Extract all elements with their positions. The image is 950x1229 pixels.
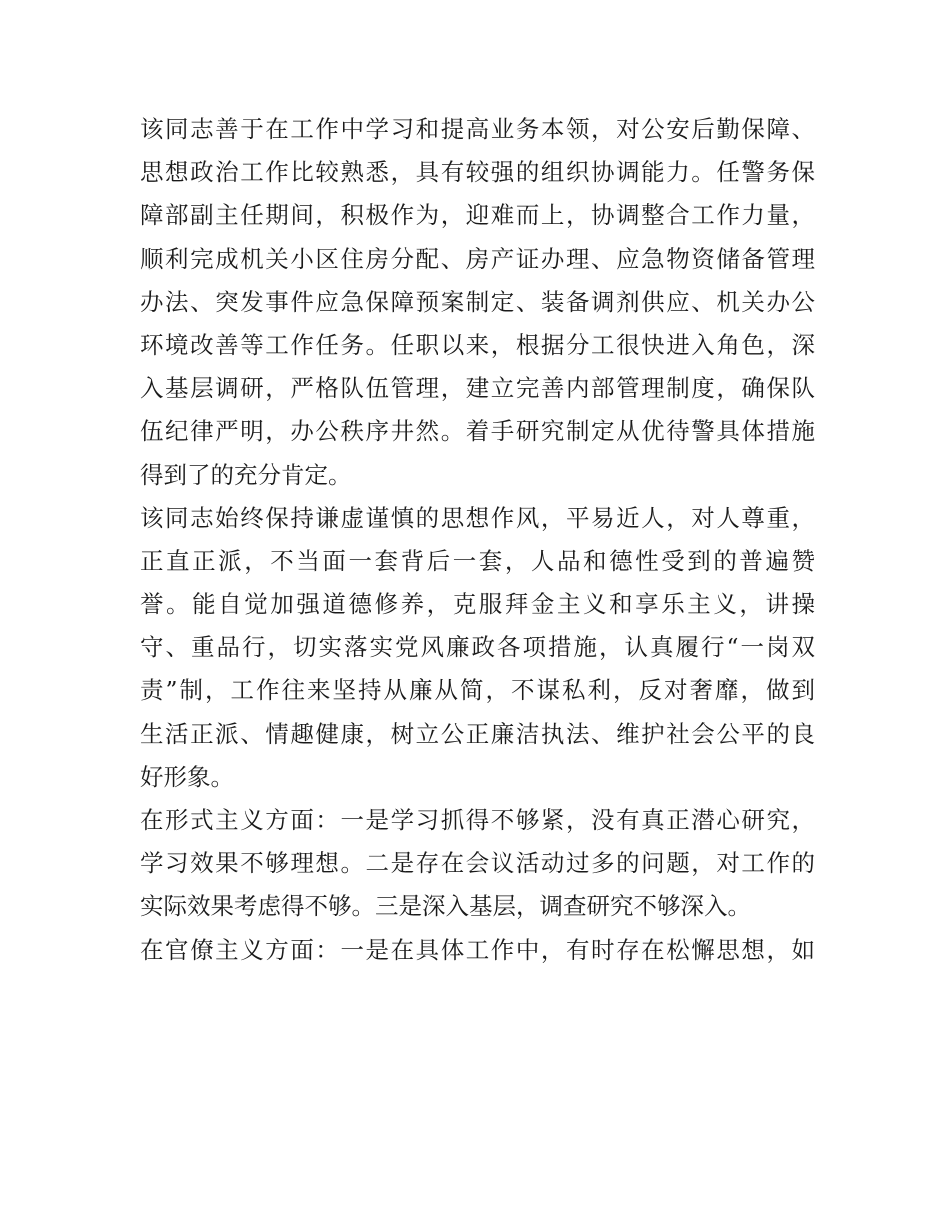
text-line: 环境改善等工作任务。任职以来，根据分工很快进入角色，深: [140, 330, 815, 359]
text-line: 顺利完成机关小区住房分配、房产证办理、应急物资储备管理: [140, 244, 815, 273]
paragraph-3: [140, 799, 815, 929]
text-line: 守、重品行，切实落实党风廉政各项措施，认真履行“一岗双: [140, 633, 815, 662]
document-body: [140, 108, 815, 972]
text-line: 生活正派、情趣健康，树立公正廉洁执法、维护社会公平的良: [140, 719, 815, 748]
text-line: 实际效果考虑得不够。三是深入基层，调查研究不够深入。: [140, 892, 751, 921]
text-line: 思想政治工作比较熟悉，具有较强的组织协调能力。任警务保: [140, 158, 815, 187]
text-line: 在官僚主义方面：一是在具体工作中，有时存在松懈思想，如: [140, 935, 815, 964]
text-line: 入基层调研，严格队伍管理，建立完善内部管理制度，确保队: [140, 374, 815, 403]
text-line: 得到了的充分肯定。: [140, 460, 352, 489]
text-line: 办法、突发事件应急保障预案制定、装备调剂供应、机关办公: [140, 287, 815, 316]
paragraph-1: [140, 108, 815, 497]
paragraph-4: [140, 929, 815, 972]
text-line: 伍纪律严明，办公秩序井然。着手研究制定从优待警具体措施: [140, 417, 815, 446]
text-line: 好形象。: [140, 762, 234, 791]
text-line: 誉。能自觉加强道德修养，克服拜金主义和享乐主义，讲操: [140, 590, 815, 619]
text-line: 正直正派，不当面一套背后一套，人品和德性受到的普遍赞: [140, 546, 815, 575]
text-line: 该同志善于在工作中学习和提高业务本领，对公安后勤保障、: [140, 115, 815, 143]
text-line: 责”制，工作往来坚持从廉从简，不谋私利，反对奢靡，做到: [140, 676, 815, 705]
text-line: 学习效果不够理想。二是存在会议活动过多的问题，对工作的: [140, 849, 815, 878]
text-line: 在形式主义方面：一是学习抓得不够紧，没有真正潜心研究，: [140, 806, 815, 834]
paragraph-2: [140, 497, 815, 799]
text-line: 障部副主任期间，积极作为，迎难而上，协调整合工作力量，: [140, 201, 815, 230]
text-line: 该同志始终保持谦虚谨慎的思想作风，平易近人，对人尊重，: [140, 503, 815, 532]
